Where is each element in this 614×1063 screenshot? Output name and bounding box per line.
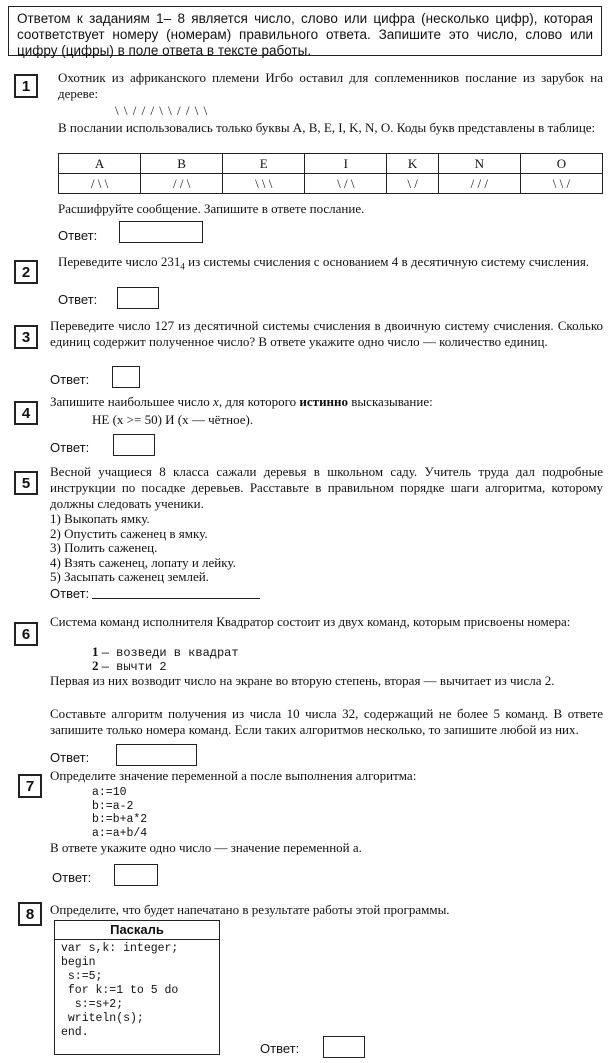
- code-cell: / \ \: [59, 174, 141, 194]
- task-7-code: [92, 786, 147, 840]
- answer-label-5: Ответ:: [50, 586, 90, 601]
- code-line: a:=10: [92, 786, 127, 799]
- task-7-text: Определите значение переменной a после выполнения алгоритма:: [50, 768, 417, 783]
- task-number-2: 2: [14, 260, 38, 284]
- answer-box-3[interactable]: [112, 366, 140, 388]
- task-number-7: 7: [18, 774, 42, 798]
- task-8-text: Определите, что будет напечатано в результате работы этой программы.: [50, 902, 450, 917]
- code-line: b:=a-2: [92, 799, 134, 813]
- letter-cell: A: [59, 154, 141, 174]
- answer-box-6[interactable]: [116, 744, 197, 766]
- answer-label-2: Ответ:: [58, 292, 98, 307]
- answer-label-4: Ответ:: [50, 440, 90, 455]
- letter-cell: E: [223, 154, 305, 174]
- task-number-4: 4: [14, 401, 38, 425]
- answer-line-5[interactable]: [92, 598, 260, 599]
- code-cell: \ \ /: [520, 174, 602, 194]
- letter-cell: I: [305, 154, 387, 174]
- answer-box-7[interactable]: [114, 864, 158, 886]
- code-cell: \ \ \: [223, 174, 305, 194]
- answer-label-1: Ответ:: [58, 228, 98, 243]
- task-number-5: 5: [14, 471, 38, 495]
- answer-box-4[interactable]: [113, 434, 155, 456]
- letter-cell: K: [387, 154, 438, 174]
- task-1-text-2: В послании использовались только буквы A, B, E, I, K, N, O. Коды букв представлены в таблице:: [58, 120, 596, 135]
- task-5-steps: [50, 512, 236, 585]
- command-2: 2 — вычти 2: [92, 658, 167, 674]
- instructions-box: Ответом к заданиям 1– 8 является число, слово или цифра (несколько цифр), которая соответствует номеру (номерам) правильного ответа. Запишите это число, слово или цифру (цифры) в поле ответа в тексте работы.: [8, 6, 602, 56]
- task-1-text-3: Расшифруйте сообщение. Запишите в ответе послание.: [58, 201, 365, 216]
- step-item: 3) Полить саженец.: [50, 540, 158, 555]
- codes-table: [58, 153, 603, 194]
- letter-cell: O: [520, 154, 602, 174]
- code-cell: \ / \: [305, 174, 387, 194]
- pascal-header: Паскаль: [55, 921, 219, 940]
- code-cell: \ /: [387, 174, 438, 194]
- step-item: 1) Выкопать ямку.: [50, 511, 150, 526]
- step-item: 2) Опустить саженец в ямку.: [50, 525, 208, 541]
- answer-label-3: Ответ:: [50, 372, 90, 387]
- task-3-text: Переведите число 127 из десятичной системы счисления в двоичную систему счисления. Сколько единиц содержит полученное число? В ответе укажите одно число — количество единиц.: [50, 318, 603, 349]
- task-5-text: Весной учащиеся 8 класса сажали деревья в школьном саду. Учитель труда дал подробные инструкции по посадке деревьев. Расставьте в правильном порядке шаги алгоритма, которому должны следовать ученики.: [50, 464, 603, 511]
- letter-cell: N: [438, 154, 520, 174]
- answer-box-2[interactable]: [117, 287, 159, 309]
- task-number-1: 1: [14, 74, 38, 98]
- command-1: 1 — возведи в квадрат: [92, 644, 239, 660]
- code-line: b:=b+a*2: [92, 813, 148, 826]
- task-4-expression: НЕ (x >= 50) И (x — чётное).: [92, 412, 254, 427]
- task-6-text-2: Первая из них возводит число на экране во вторую степень, вторая — вычитает из числа 2.: [50, 673, 555, 688]
- task-6-text-3: Составьте алгоритм получения из числа 10 числа 32, содержащий не более 5 команд. В ответе запишите только номера команд. Если таких алгоритмов несколько, то запишите любой из них.: [50, 706, 603, 737]
- answer-box-8[interactable]: [323, 1036, 365, 1058]
- task-number-6: 6: [14, 622, 38, 646]
- code-cell: / / \: [141, 174, 223, 194]
- answer-label-6: Ответ:: [50, 750, 90, 765]
- answer-label-7: Ответ:: [52, 870, 92, 885]
- task-4-text: Запишите наибольшее число x, для которого истинно высказывание:: [50, 394, 433, 409]
- code-line: a:=a+b/4: [92, 826, 148, 840]
- answer-label-8: Ответ:: [260, 1041, 300, 1056]
- pascal-program-box: [54, 920, 220, 1055]
- task-1-text: Охотник из африканского племени Игбо оставил для соплеменников послание из зарубок на дереве:: [58, 70, 603, 101]
- step-item: 4) Взять саженец, лопату и лейку.: [50, 554, 236, 570]
- task-7-text-2: В ответе укажите одно число — значение переменной a.: [50, 840, 362, 855]
- step-item: 5) Засыпать саженец землей.: [50, 569, 209, 584]
- task-1-message: \ \ / / / \ \ / / \ \: [115, 103, 209, 118]
- task-2-text: Переведите число $231_4$ из системы счисления с основанием 4 в десятичную систему счисления.: [58, 254, 590, 272]
- letter-cell: B: [141, 154, 223, 174]
- task-number-3: 3: [14, 325, 38, 349]
- task-6-text: Система команд исполнителя Квадратор состоит из двух команд, которым присвоены номера:: [50, 614, 571, 629]
- task-number-8: 8: [18, 902, 42, 926]
- code-cell: / / /: [438, 174, 520, 194]
- pascal-code: var s,k: integer; begin s:=5; for k:=1 to 5 do s:=s+2; writeln(s); end.: [61, 942, 179, 1039]
- answer-box-1[interactable]: [119, 221, 203, 243]
